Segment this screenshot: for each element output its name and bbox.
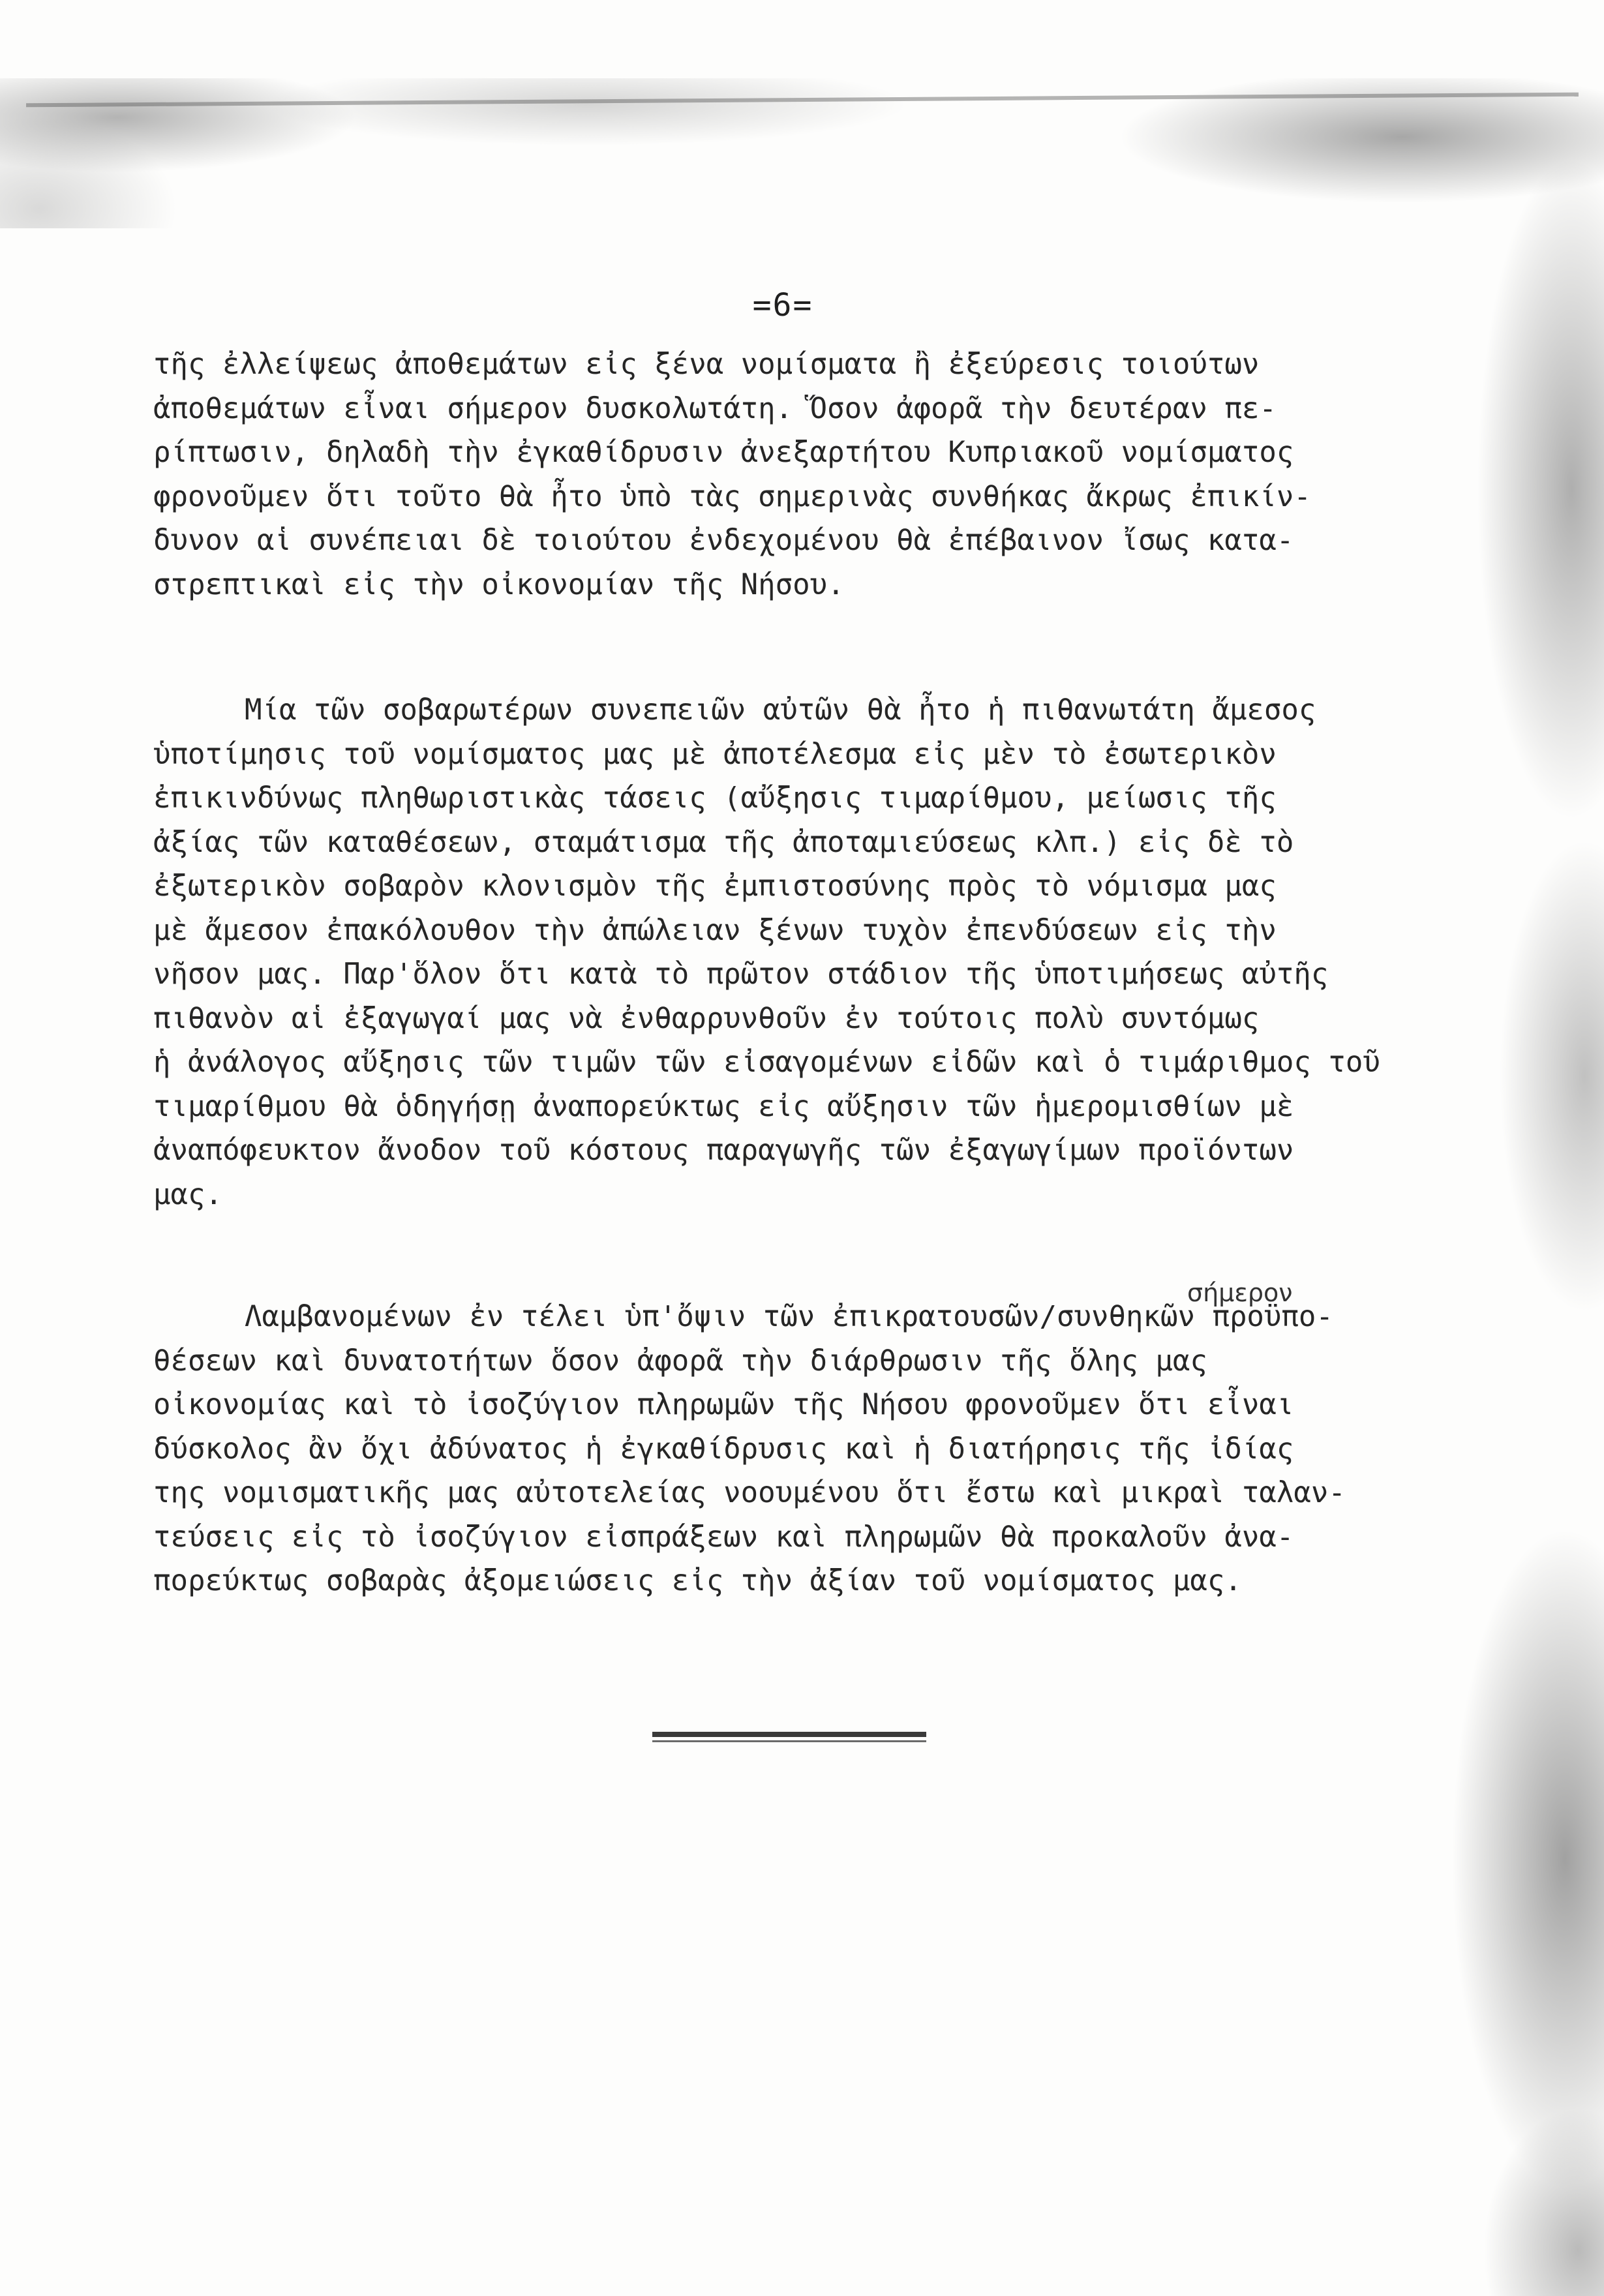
page-number: =6= <box>752 287 813 324</box>
text-line: μας. <box>153 1177 222 1211</box>
text-line: πορεύκτως σοβαρὰς ἀξομειώσεις εἰς τὴν ἀξίαν τοῦ νομίσματος μας. <box>153 1564 1242 1597</box>
text-line: ἀξίας τῶν καταθέσεων, σταμάτισμα τῆς ἀποταμιεύσεως κλπ.) εἰς δὲ τὸ <box>153 825 1294 859</box>
text-line: ἀποθεμάτων εἶναι σήμερον δυσκολωτάτη. Ὅσον ἀφορᾶ τὴν δευτέραν πε- <box>153 391 1277 425</box>
text-line: θέσεων καὶ δυνατοτήτων ὅσον ἀφορᾶ τὴν διάρθρωσιν τῆς ὅλης μας <box>153 1344 1207 1378</box>
text-line: φρονοῦμεν ὅτι τοῦτο θὰ ἦτο ὑπὸ τὰς σημερινὰς συνθήκας ἄκρως ἐπικίν- <box>153 479 1311 513</box>
text-line: στρεπτικαὶ εἰς τὴν οἰκονομίαν τῆς Νήσου. <box>153 567 845 601</box>
text-line: τῆς ἐλλείψεως ἀποθεμάτων εἰς ξένα νομίσματα ἢ ἐξεύρεσις τοιούτων <box>153 348 1260 381</box>
text-line: δυνον αἱ συνέπειαι δὲ τοιούτου ἐνδεχομένου θὰ ἐπέβαινον ἴσως κατα- <box>153 524 1294 557</box>
text-line: δύσκολος ἂν ὄχι ἀδύνατος ἡ ἐγκαθίδρυσις καὶ ἡ διατήρησις τῆς ἰδίας <box>153 1432 1294 1466</box>
text-line: Λαμβανομένων ἐν τέλει ὑπ'ὄψιν τῶν ἐπικρατουσῶν/συνθηκῶν προϋπο- <box>245 1300 1333 1333</box>
paragraph-2 <box>153 688 1510 1216</box>
text-line: ἀναπόφευκτον ἄνοδον τοῦ κόστους παραγωγῆς τῶν ἐξαγωγίμων προϊόντων <box>153 1134 1294 1167</box>
text-line: ὑποτίμησις τοῦ νομίσματος μας μὲ ἀποτέλεσμα εἰς μὲν τὸ ἐσωτερικὸν <box>153 737 1277 771</box>
text-line: οἰκονομίας καὶ τὸ ἰσοζύγιον πληρωμῶν τῆς Νήσου φρονοῦμεν ὅτι εἶναι <box>153 1388 1294 1421</box>
text-line: τιμαρίθμου θὰ ὁδηγήσῃ ἀναπορεύκτως εἰς αὔξησιν τῶν ἡμερομισθίων μὲ <box>153 1089 1294 1123</box>
end-rule <box>652 1732 926 1737</box>
end-rule-underline <box>652 1740 926 1742</box>
handwritten-insert: σήμερον <box>1187 1278 1293 1307</box>
text-line: πιθανὸν αἱ ἐξαγωγαί μας νὰ ἐνθαρρυνθοῦν ἐν τούτοις πολὺ συντόμως <box>153 1001 1260 1035</box>
paragraph-3 <box>153 1295 1510 1603</box>
text-line: μὲ ἄμεσον ἐπακόλουθον τὴν ἀπώλειαν ξένων τυχὸν ἐπενδύσεων εἰς τὴν <box>153 913 1277 947</box>
text-line: τεύσεις εἰς τὸ ἰσοζύγιον εἰσπράξεων καὶ πληρωμῶν θὰ προκαλοῦν ἀνα- <box>153 1520 1294 1554</box>
paragraph-1 <box>153 342 1510 607</box>
text-line: ἐπικινδύνως πληθωριστικὰς τάσεις (αὔξησις τιμαρίθμου, μείωσις τῆς <box>153 781 1277 815</box>
text-line: νῆσον μας. Παρ'ὅλον ὅτι κατὰ τὸ πρῶτον στάδιον τῆς ὑποτιμήσεως αὐτῆς <box>153 958 1329 991</box>
text-line: ἡ ἀνάλογος αὔξησις τῶν τιμῶν τῶν εἰσαγομένων εἰδῶν καὶ ὁ τιμάριθμος τοῦ <box>153 1046 1380 1079</box>
text-line: Μία τῶν σοβαρωτέρων συνεπειῶν αὐτῶν θὰ ἦτο ἡ πιθανωτάτη ἄμεσος <box>245 693 1316 727</box>
text-line: ἐξωτερικὸν σοβαρὸν κλονισμὸν τῆς ἐμπιστοσύνης πρὸς τὸ νόμισμα μας <box>153 869 1277 903</box>
text-line: της νομισματικῆς μας αὐτοτελείας νοουμένου ὅτι ἔστω καὶ μικραὶ ταλαν- <box>153 1476 1346 1509</box>
text-line: ρίπτωσιν, δηλαδὴ τὴν ἐγκαθίδρυσιν ἀνεξαρτήτου Κυπριακοῦ νομίσματος <box>153 436 1294 469</box>
